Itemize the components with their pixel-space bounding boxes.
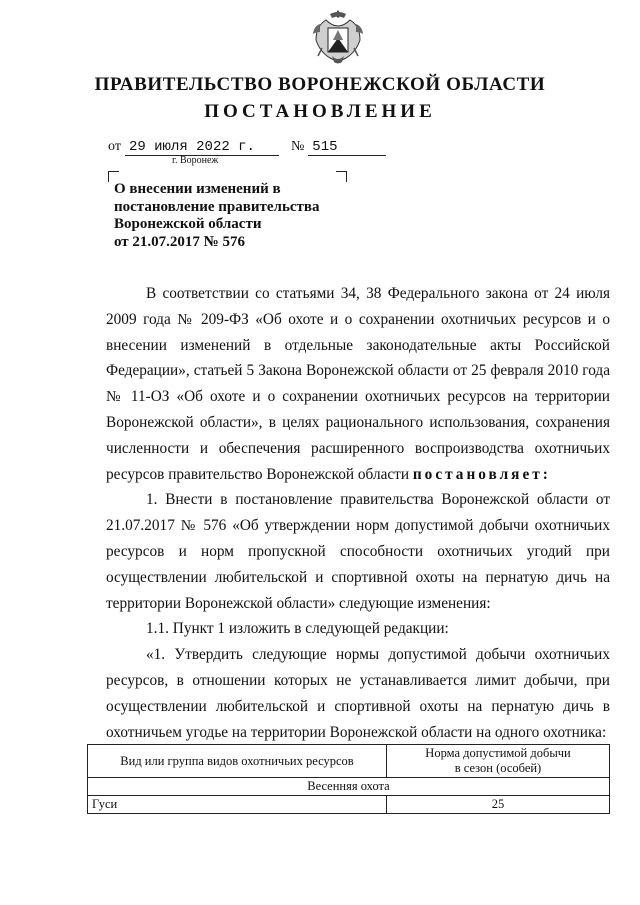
- number-prefix: №: [290, 139, 305, 154]
- table-season-label: Весенняя охота: [88, 778, 610, 796]
- body-paragraph: 1.1. Пункт 1 изложить в следующей редакции:: [146, 620, 449, 638]
- subject-line: Воронежской области: [114, 216, 262, 232]
- table-header-norm: [387, 745, 610, 778]
- resolution-keyword: постановляет:: [412, 465, 551, 483]
- hunting-norms-table: [87, 744, 610, 814]
- table-cell-norm: 25: [387, 796, 610, 814]
- body-paragraph-text: В соответствии со статьями 34, 38 Федерального закона от 24 июля 2009 года № 209-ФЗ «Об охоте и о сохранении охотничьих ресурсов и о внесении изменений в отдельные законодательные акты Российской Федерации», статьей 5 Закона Воронежской области от 25 февраля 2010 года № 11-ОЗ «Об охоте и о сохранении охотничьих ресурсов на территории Воронежской области», в целях рационального использования, сохранения численности и обеспечения расширенного воспроизводства охотничьих ресурсов правительство Воронежской области: [106, 285, 610, 483]
- table-season-row: [88, 778, 610, 796]
- document-date-number-line: [108, 139, 386, 156]
- document-date: 29 июля 2022 г.: [125, 140, 279, 156]
- table-header-norm-line: в сезон (особей): [454, 761, 542, 775]
- table-row: [88, 796, 610, 814]
- table-header-species: Вид или группа видов охотничьих ресурсов: [88, 745, 387, 778]
- body-paragraph: 1. Внести в постановление правительства Воронежской области от 21.07.2017 № 576 «Об утверждении норм допустимой добычи охотничьих ресурсов и норм пропускной способности охотничьих угодий при осуществлении любительской и спортивной охоты на пернатую дичь на территории Воронежской области» следующие изменения:: [106, 491, 610, 612]
- document-type-title: ПОСТАНОВЛЕНИЕ: [204, 101, 436, 122]
- body-paragraph: «1. Утвердить следующие нормы допустимой добычи охотничьих ресурсов, в отношении которых не устанавливается лимит добычи, при осуществлении любительской и спортивной охоты на пернатую дичь в охотничьем угодье на территории Воронежской области на одного охотника:: [106, 646, 610, 741]
- subject-line: О внесении изменений в: [114, 181, 281, 197]
- table-header-row: [88, 745, 610, 778]
- body-paragraph: [106, 281, 610, 487]
- city-label: г. Воронеж: [172, 155, 219, 166]
- subject-line: от 21.07.2017 № 576: [114, 233, 245, 250]
- coat-of-arms-emblem: [312, 8, 364, 70]
- document-subject: [114, 181, 364, 251]
- document-number: 515: [308, 140, 386, 156]
- table-cell-species: Гуси: [88, 796, 387, 814]
- document-body: [106, 281, 610, 745]
- table-header-norm-line: Норма допустимой добычи: [425, 746, 571, 760]
- date-prefix: от: [108, 139, 121, 154]
- organization-title: ПРАВИТЕЛЬСТВО ВОРОНЕЖСКОЙ ОБЛАСТИ: [94, 74, 546, 95]
- subject-line: постановление правительства: [114, 198, 320, 215]
